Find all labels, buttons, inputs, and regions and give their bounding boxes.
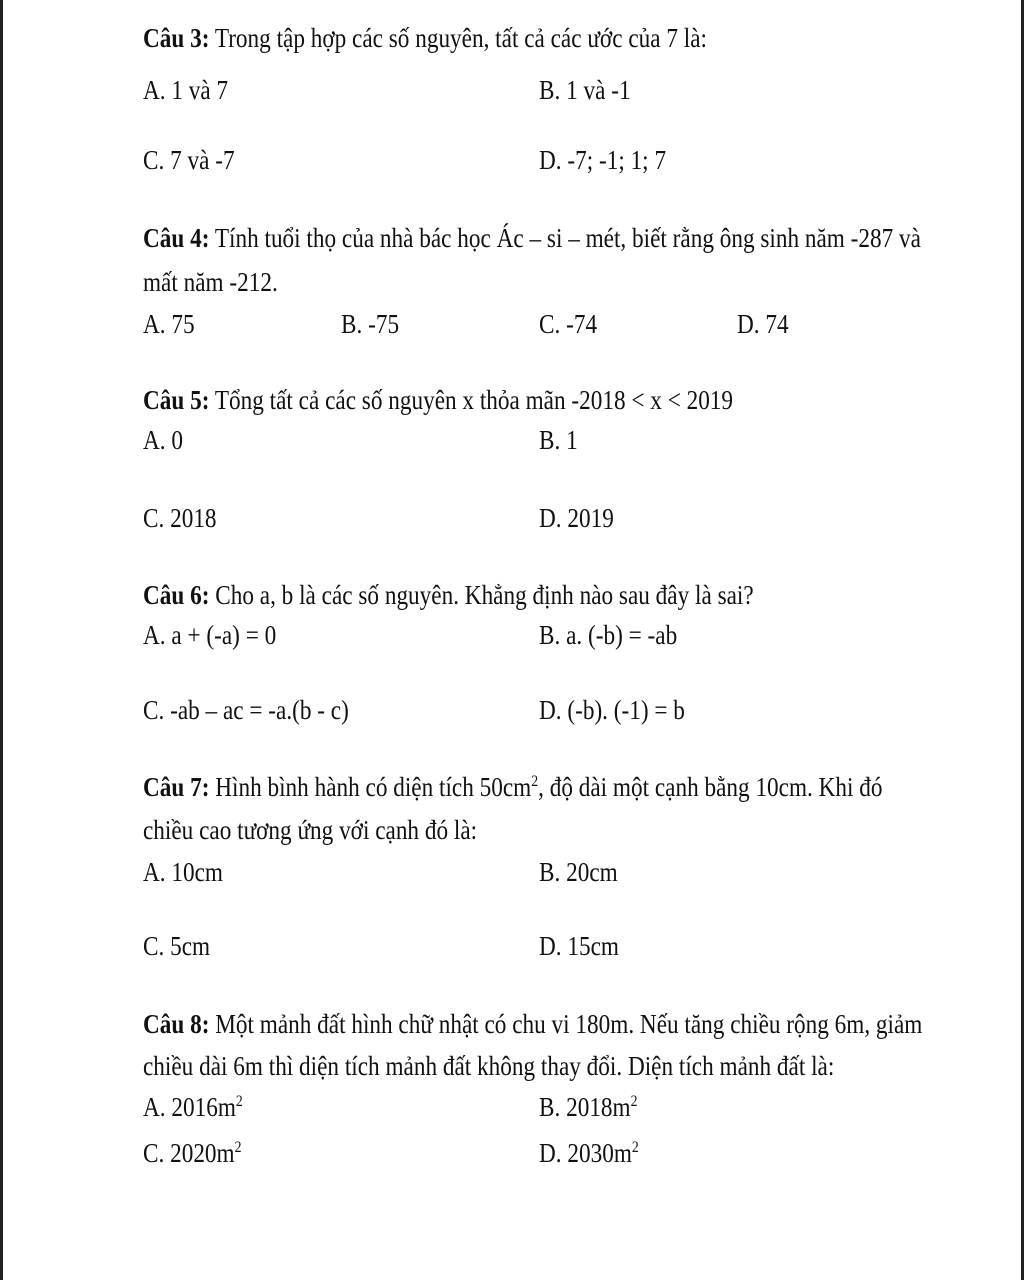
question-text: Hình bình hành có diện tích 50cm (209, 772, 532, 802)
option-b (539, 1087, 637, 1127)
question-label: Câu 6: (143, 580, 210, 610)
superscript: 2 (235, 1093, 243, 1110)
superscript: 2 (531, 773, 539, 790)
option-c: C. -74 (539, 309, 598, 339)
option-text: A. 2016m (143, 1092, 236, 1122)
option-b: B. 1 (539, 425, 578, 455)
option-a (143, 1087, 243, 1127)
question-3 (143, 18, 707, 58)
option-d: D. 74 (737, 309, 789, 339)
question-text: Tổng tất cả các số nguyên x thỏa mãn -2018 < x < 2019 (209, 385, 734, 415)
question-text: Trong tập hợp các số nguyên, tất cả các ước của 7 là: (209, 23, 707, 53)
question-7-continuation: chiều cao tương ứng với cạnh đó là: (143, 815, 478, 845)
option-d: D. -7; -1; 1; 7 (539, 145, 667, 175)
option-b: B. a. (-b) = -ab (539, 620, 678, 650)
option-d: D. (-b). (-1) = b (539, 695, 685, 725)
option-a: A. 75 (143, 309, 195, 339)
superscript: 2 (631, 1139, 639, 1156)
option-text: D. 2030m (539, 1138, 632, 1168)
option-c: C. 2018 (143, 503, 217, 533)
question-label: Câu 5: (143, 385, 210, 415)
question-4-continuation: mất năm -212. (143, 267, 278, 297)
option-a: A. a + (-a) = 0 (143, 620, 277, 650)
option-a: A. 0 (143, 425, 183, 455)
superscript: 2 (234, 1139, 242, 1156)
option-c: C. 7 và -7 (143, 145, 235, 175)
question-8-continuation: chiều dài 6m thì diện tích mảnh đất không thay đổi. Diện tích mảnh đất là: (143, 1051, 835, 1081)
option-a: A. 1 và 7 (143, 75, 229, 105)
question-6 (143, 575, 754, 615)
option-b: B. 1 và -1 (539, 75, 631, 105)
question-8 (143, 1004, 922, 1044)
question-text: Cho a, b là các số nguyên. Khẳng định nào sau đây là sai? (209, 580, 754, 610)
question-label: Câu 7: (143, 772, 210, 802)
option-a: A. 10cm (143, 857, 223, 887)
question-text: Một mảnh đất hình chữ nhật có chu vi 180m. Nếu tăng chiều rộng 6m, giảm (209, 1009, 923, 1039)
option-d: D. 15cm (539, 931, 619, 961)
question-5 (143, 380, 733, 420)
superscript: 2 (630, 1093, 638, 1110)
option-text: B. 2018m (539, 1092, 631, 1122)
option-c: C. -ab – ac = -a.(b - c) (143, 695, 349, 725)
question-text-tail: , độ dài một cạnh bằng 10cm. Khi đó (538, 772, 883, 802)
option-b: B. 20cm (539, 857, 618, 887)
option-text: C. 2020m (143, 1138, 235, 1168)
question-label: Câu 4: (143, 223, 210, 253)
option-c: C. 5cm (143, 931, 211, 961)
question-text: Tính tuổi thọ của nhà bác học Ác – si – mét, biết rằng ông sinh năm -287 và (209, 223, 921, 253)
option-c (143, 1133, 241, 1173)
option-b: B. -75 (341, 309, 400, 339)
question-7 (143, 767, 883, 807)
option-d: D. 2019 (539, 503, 614, 533)
question-label: Câu 8: (143, 1009, 210, 1039)
question-4 (143, 218, 921, 258)
question-label: Câu 3: (143, 23, 210, 53)
option-d (539, 1133, 639, 1173)
